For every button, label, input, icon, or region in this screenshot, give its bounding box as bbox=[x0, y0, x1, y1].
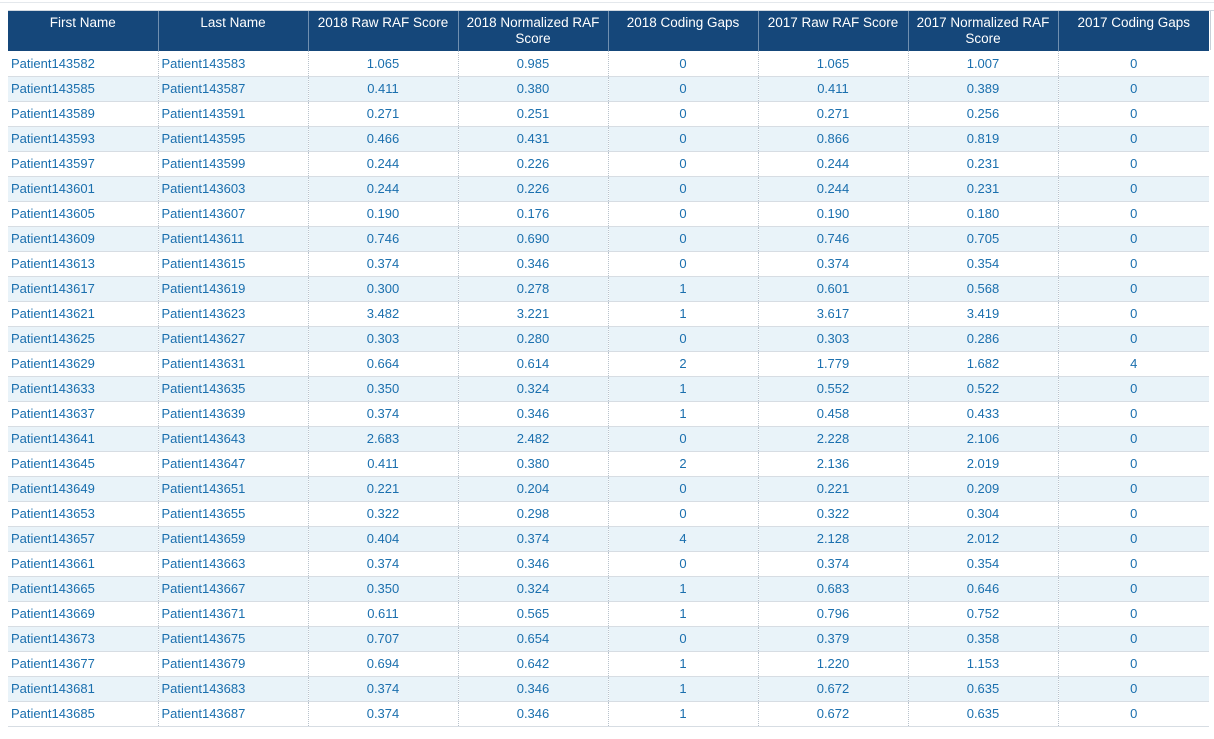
cell-first-name[interactable]: Patient143677 bbox=[8, 651, 158, 676]
table-row[interactable] bbox=[8, 101, 1209, 126]
cell-2017-raw-raf[interactable]: 0.374 bbox=[758, 251, 908, 276]
cell-first-name[interactable]: Patient143633 bbox=[8, 376, 158, 401]
cell-last-name[interactable]: Patient143623 bbox=[158, 301, 308, 326]
cell-2018-normalized-raf[interactable]: 0.374 bbox=[458, 526, 608, 551]
cell-first-name[interactable]: Patient143641 bbox=[8, 426, 158, 451]
cell-first-name[interactable]: Patient143673 bbox=[8, 626, 158, 651]
cell-last-name[interactable]: Patient143639 bbox=[158, 401, 308, 426]
cell-2017-coding-gaps[interactable]: 0 bbox=[1058, 76, 1209, 101]
cell-2017-raw-raf[interactable]: 0.552 bbox=[758, 376, 908, 401]
cell-2018-raw-raf[interactable]: 0.707 bbox=[308, 626, 458, 651]
cell-2018-raw-raf[interactable]: 0.411 bbox=[308, 451, 458, 476]
table-row[interactable] bbox=[8, 526, 1209, 551]
table-row[interactable] bbox=[8, 251, 1209, 276]
cell-2018-normalized-raf[interactable]: 0.278 bbox=[458, 276, 608, 301]
cell-2017-coding-gaps[interactable]: 0 bbox=[1058, 626, 1209, 651]
cell-2018-raw-raf[interactable]: 0.244 bbox=[308, 151, 458, 176]
cell-2017-raw-raf[interactable]: 0.322 bbox=[758, 501, 908, 526]
cell-2017-normalized-raf[interactable]: 0.568 bbox=[908, 276, 1058, 301]
table-row[interactable] bbox=[8, 676, 1209, 701]
cell-2017-normalized-raf[interactable]: 0.286 bbox=[908, 326, 1058, 351]
header-2017-normalized-raf[interactable]: 2017 Normalized RAF Score bbox=[908, 11, 1058, 51]
cell-2018-coding-gaps[interactable]: 2 bbox=[608, 451, 758, 476]
cell-2017-raw-raf[interactable]: 0.746 bbox=[758, 226, 908, 251]
cell-2017-coding-gaps[interactable]: 0 bbox=[1058, 476, 1209, 501]
cell-2017-raw-raf[interactable]: 0.244 bbox=[758, 151, 908, 176]
header-2017-raw-raf[interactable]: 2017 Raw RAF Score bbox=[758, 11, 908, 51]
cell-2018-normalized-raf[interactable]: 0.204 bbox=[458, 476, 608, 501]
cell-2017-raw-raf[interactable]: 1.220 bbox=[758, 651, 908, 676]
cell-2018-normalized-raf[interactable]: 0.380 bbox=[458, 451, 608, 476]
cell-2017-normalized-raf[interactable]: 1.153 bbox=[908, 651, 1058, 676]
cell-2017-raw-raf[interactable]: 3.617 bbox=[758, 301, 908, 326]
cell-2017-coding-gaps[interactable]: 0 bbox=[1058, 126, 1209, 151]
cell-2017-raw-raf[interactable]: 0.271 bbox=[758, 101, 908, 126]
cell-2018-coding-gaps[interactable]: 0 bbox=[608, 551, 758, 576]
cell-2017-coding-gaps[interactable]: 0 bbox=[1058, 101, 1209, 126]
cell-2017-raw-raf[interactable]: 2.136 bbox=[758, 451, 908, 476]
cell-2017-raw-raf[interactable]: 0.796 bbox=[758, 601, 908, 626]
cell-2018-coding-gaps[interactable]: 0 bbox=[608, 151, 758, 176]
cell-2018-coding-gaps[interactable]: 2 bbox=[608, 351, 758, 376]
cell-2018-coding-gaps[interactable]: 1 bbox=[608, 701, 758, 726]
cell-2017-raw-raf[interactable]: 0.221 bbox=[758, 476, 908, 501]
cell-2017-raw-raf[interactable]: 2.128 bbox=[758, 526, 908, 551]
cell-last-name[interactable]: Patient143583 bbox=[158, 51, 308, 76]
cell-2018-raw-raf[interactable]: 0.303 bbox=[308, 326, 458, 351]
cell-first-name[interactable]: Patient143609 bbox=[8, 226, 158, 251]
cell-2018-coding-gaps[interactable]: 0 bbox=[608, 476, 758, 501]
cell-2018-normalized-raf[interactable]: 0.280 bbox=[458, 326, 608, 351]
top-divider bbox=[0, 2, 1214, 3]
header-2017-coding-gaps[interactable]: 2017 Coding Gaps bbox=[1058, 11, 1209, 51]
cell-first-name[interactable]: Patient143621 bbox=[8, 301, 158, 326]
cell-2018-coding-gaps[interactable]: 0 bbox=[608, 226, 758, 251]
cell-2018-normalized-raf[interactable]: 0.226 bbox=[458, 151, 608, 176]
cell-2018-coding-gaps[interactable]: 1 bbox=[608, 651, 758, 676]
cell-last-name[interactable]: Patient143655 bbox=[158, 501, 308, 526]
header-first-name[interactable]: First Name bbox=[8, 11, 158, 51]
cell-first-name[interactable]: Patient143589 bbox=[8, 101, 158, 126]
cell-2018-coding-gaps[interactable]: 1 bbox=[608, 676, 758, 701]
cell-2017-normalized-raf[interactable]: 0.256 bbox=[908, 101, 1058, 126]
table-row[interactable] bbox=[8, 201, 1209, 226]
table-row[interactable] bbox=[8, 126, 1209, 151]
table-row[interactable] bbox=[8, 426, 1209, 451]
cell-2018-normalized-raf[interactable]: 0.346 bbox=[458, 551, 608, 576]
cell-2018-raw-raf[interactable]: 0.374 bbox=[308, 401, 458, 426]
cell-2017-normalized-raf[interactable]: 3.419 bbox=[908, 301, 1058, 326]
cell-2017-coding-gaps[interactable]: 0 bbox=[1058, 251, 1209, 276]
cell-2017-coding-gaps[interactable]: 0 bbox=[1058, 426, 1209, 451]
cell-2018-coding-gaps[interactable]: 0 bbox=[608, 501, 758, 526]
cell-2017-coding-gaps[interactable]: 0 bbox=[1058, 376, 1209, 401]
cell-2018-normalized-raf[interactable]: 0.346 bbox=[458, 701, 608, 726]
cell-first-name[interactable]: Patient143593 bbox=[8, 126, 158, 151]
cell-last-name[interactable]: Patient143679 bbox=[158, 651, 308, 676]
cell-last-name[interactable]: Patient143687 bbox=[158, 701, 308, 726]
cell-last-name[interactable]: Patient143663 bbox=[158, 551, 308, 576]
cell-2018-normalized-raf[interactable]: 0.176 bbox=[458, 201, 608, 226]
cell-2017-normalized-raf[interactable]: 1.682 bbox=[908, 351, 1058, 376]
cell-2018-coding-gaps[interactable]: 0 bbox=[608, 76, 758, 101]
cell-2017-coding-gaps[interactable]: 4 bbox=[1058, 351, 1209, 376]
cell-2017-normalized-raf[interactable]: 0.354 bbox=[908, 551, 1058, 576]
cell-2017-normalized-raf[interactable]: 0.209 bbox=[908, 476, 1058, 501]
header-row bbox=[8, 11, 1209, 51]
cell-2018-normalized-raf[interactable]: 2.482 bbox=[458, 426, 608, 451]
cell-2017-coding-gaps[interactable]: 0 bbox=[1058, 526, 1209, 551]
cell-2017-raw-raf[interactable]: 0.379 bbox=[758, 626, 908, 651]
cell-2018-normalized-raf[interactable]: 0.642 bbox=[458, 651, 608, 676]
cell-2017-raw-raf[interactable]: 0.374 bbox=[758, 551, 908, 576]
table-row[interactable] bbox=[8, 626, 1209, 651]
cell-first-name[interactable]: Patient143645 bbox=[8, 451, 158, 476]
table-header bbox=[8, 11, 1209, 51]
cell-last-name[interactable]: Patient143611 bbox=[158, 226, 308, 251]
header-2018-raw-raf[interactable]: 2018 Raw RAF Score bbox=[308, 11, 458, 51]
cell-2017-raw-raf[interactable]: 1.065 bbox=[758, 51, 908, 76]
cell-2018-coding-gaps[interactable]: 1 bbox=[608, 276, 758, 301]
cell-2017-normalized-raf[interactable]: 0.522 bbox=[908, 376, 1058, 401]
patient-raf-grid bbox=[8, 10, 1214, 737]
cell-2018-coding-gaps[interactable]: 0 bbox=[608, 326, 758, 351]
cell-2018-raw-raf[interactable]: 0.190 bbox=[308, 201, 458, 226]
cell-2018-normalized-raf[interactable]: 0.324 bbox=[458, 576, 608, 601]
cell-2018-raw-raf[interactable]: 1.065 bbox=[308, 51, 458, 76]
cell-2018-normalized-raf[interactable]: 0.565 bbox=[458, 601, 608, 626]
cell-2018-raw-raf[interactable]: 2.683 bbox=[308, 426, 458, 451]
cell-2018-normalized-raf[interactable]: 0.226 bbox=[458, 176, 608, 201]
cell-2018-raw-raf[interactable]: 0.322 bbox=[308, 501, 458, 526]
cell-2018-raw-raf[interactable]: 0.374 bbox=[308, 551, 458, 576]
cell-2017-normalized-raf[interactable]: 0.705 bbox=[908, 226, 1058, 251]
cell-2017-raw-raf[interactable]: 0.458 bbox=[758, 401, 908, 426]
cell-2017-normalized-raf[interactable]: 1.007 bbox=[908, 51, 1058, 76]
cell-2018-normalized-raf[interactable]: 0.690 bbox=[458, 226, 608, 251]
cell-last-name[interactable]: Patient143635 bbox=[158, 376, 308, 401]
cell-2018-normalized-raf[interactable]: 0.346 bbox=[458, 251, 608, 276]
cell-first-name[interactable]: Patient143625 bbox=[8, 326, 158, 351]
cell-2018-coding-gaps[interactable]: 0 bbox=[608, 176, 758, 201]
cell-2018-coding-gaps[interactable]: 0 bbox=[608, 426, 758, 451]
cell-2017-coding-gaps[interactable]: 0 bbox=[1058, 701, 1209, 726]
table-row[interactable] bbox=[8, 326, 1209, 351]
cell-2017-raw-raf[interactable]: 0.303 bbox=[758, 326, 908, 351]
cell-2017-raw-raf[interactable]: 0.683 bbox=[758, 576, 908, 601]
cell-2017-normalized-raf[interactable]: 0.180 bbox=[908, 201, 1058, 226]
table-row[interactable] bbox=[8, 301, 1209, 326]
cell-last-name[interactable]: Patient143615 bbox=[158, 251, 308, 276]
cell-last-name[interactable]: Patient143671 bbox=[158, 601, 308, 626]
cell-2017-raw-raf[interactable]: 0.411 bbox=[758, 76, 908, 101]
cell-2017-normalized-raf[interactable]: 0.646 bbox=[908, 576, 1058, 601]
cell-2018-coding-gaps[interactable]: 0 bbox=[608, 51, 758, 76]
cell-last-name[interactable]: Patient143595 bbox=[158, 126, 308, 151]
cell-2017-coding-gaps[interactable]: 0 bbox=[1058, 301, 1209, 326]
table-row[interactable] bbox=[8, 176, 1209, 201]
cell-last-name[interactable]: Patient143603 bbox=[158, 176, 308, 201]
cell-2018-coding-gaps[interactable]: 0 bbox=[608, 251, 758, 276]
cell-2017-normalized-raf[interactable]: 0.231 bbox=[908, 151, 1058, 176]
table-row[interactable] bbox=[8, 376, 1209, 401]
cell-last-name[interactable]: Patient143631 bbox=[158, 351, 308, 376]
cell-first-name[interactable]: Patient143597 bbox=[8, 151, 158, 176]
cell-2018-raw-raf[interactable]: 0.374 bbox=[308, 701, 458, 726]
cell-2018-normalized-raf[interactable]: 0.324 bbox=[458, 376, 608, 401]
cell-2018-raw-raf[interactable]: 0.664 bbox=[308, 351, 458, 376]
cell-first-name[interactable]: Patient143637 bbox=[8, 401, 158, 426]
cell-2018-normalized-raf[interactable]: 0.251 bbox=[458, 101, 608, 126]
cell-first-name[interactable]: Patient143661 bbox=[8, 551, 158, 576]
cell-last-name[interactable]: Patient143643 bbox=[158, 426, 308, 451]
cell-2017-raw-raf[interactable]: 1.779 bbox=[758, 351, 908, 376]
cell-last-name[interactable]: Patient143659 bbox=[158, 526, 308, 551]
cell-first-name[interactable]: Patient143665 bbox=[8, 576, 158, 601]
cell-2018-coding-gaps[interactable]: 0 bbox=[608, 626, 758, 651]
cell-2018-normalized-raf[interactable]: 0.654 bbox=[458, 626, 608, 651]
cell-2018-normalized-raf[interactable]: 0.346 bbox=[458, 676, 608, 701]
cell-2018-raw-raf[interactable]: 0.746 bbox=[308, 226, 458, 251]
cell-2018-coding-gaps[interactable]: 0 bbox=[608, 126, 758, 151]
cell-2017-coding-gaps[interactable]: 0 bbox=[1058, 551, 1209, 576]
cell-2018-coding-gaps[interactable]: 1 bbox=[608, 376, 758, 401]
cell-2018-raw-raf[interactable]: 0.244 bbox=[308, 176, 458, 201]
cell-2017-normalized-raf[interactable]: 0.433 bbox=[908, 401, 1058, 426]
cell-first-name[interactable]: Patient143605 bbox=[8, 201, 158, 226]
cell-2017-normalized-raf[interactable]: 0.635 bbox=[908, 676, 1058, 701]
table-row[interactable] bbox=[8, 351, 1209, 376]
table-row[interactable] bbox=[8, 76, 1209, 101]
cell-2018-raw-raf[interactable]: 0.300 bbox=[308, 276, 458, 301]
table-row[interactable] bbox=[8, 401, 1209, 426]
cell-2018-normalized-raf[interactable]: 0.614 bbox=[458, 351, 608, 376]
cell-2018-raw-raf[interactable]: 0.374 bbox=[308, 676, 458, 701]
cell-2018-coding-gaps[interactable]: 4 bbox=[608, 526, 758, 551]
header-2018-normalized-raf[interactable]: 2018 Normalized RAF Score bbox=[458, 11, 608, 51]
cell-2017-coding-gaps[interactable]: 0 bbox=[1058, 601, 1209, 626]
cell-2018-normalized-raf[interactable]: 3.221 bbox=[458, 301, 608, 326]
cell-last-name[interactable]: Patient143651 bbox=[158, 476, 308, 501]
cell-2018-raw-raf[interactable]: 0.350 bbox=[308, 376, 458, 401]
cell-2018-raw-raf[interactable]: 0.404 bbox=[308, 526, 458, 551]
cell-2017-coding-gaps[interactable]: 0 bbox=[1058, 326, 1209, 351]
cell-first-name[interactable]: Patient143681 bbox=[8, 676, 158, 701]
cell-2017-coding-gaps[interactable]: 0 bbox=[1058, 176, 1209, 201]
cell-first-name[interactable]: Patient143653 bbox=[8, 501, 158, 526]
cell-2017-normalized-raf[interactable]: 0.304 bbox=[908, 501, 1058, 526]
cell-2017-coding-gaps[interactable]: 0 bbox=[1058, 151, 1209, 176]
cell-2017-raw-raf[interactable]: 0.672 bbox=[758, 676, 908, 701]
cell-2018-raw-raf[interactable]: 0.271 bbox=[308, 101, 458, 126]
cell-2017-normalized-raf[interactable]: 2.012 bbox=[908, 526, 1058, 551]
cell-first-name[interactable]: Patient143617 bbox=[8, 276, 158, 301]
cell-2018-normalized-raf[interactable]: 0.431 bbox=[458, 126, 608, 151]
table-row[interactable] bbox=[8, 551, 1209, 576]
cell-last-name[interactable]: Patient143683 bbox=[158, 676, 308, 701]
cell-2017-normalized-raf[interactable]: 0.231 bbox=[908, 176, 1058, 201]
cell-first-name[interactable]: Patient143657 bbox=[8, 526, 158, 551]
cell-2018-raw-raf[interactable]: 0.221 bbox=[308, 476, 458, 501]
cell-2017-coding-gaps[interactable]: 0 bbox=[1058, 676, 1209, 701]
cell-2017-raw-raf[interactable]: 0.190 bbox=[758, 201, 908, 226]
cell-2017-coding-gaps[interactable]: 0 bbox=[1058, 226, 1209, 251]
cell-first-name[interactable]: Patient143613 bbox=[8, 251, 158, 276]
cell-last-name[interactable]: Patient143619 bbox=[158, 276, 308, 301]
cell-2017-raw-raf[interactable]: 2.228 bbox=[758, 426, 908, 451]
table-row[interactable] bbox=[8, 451, 1209, 476]
header-last-name[interactable]: Last Name bbox=[158, 11, 308, 51]
cell-first-name[interactable]: Patient143669 bbox=[8, 601, 158, 626]
cell-last-name[interactable]: Patient143667 bbox=[158, 576, 308, 601]
cell-2017-normalized-raf[interactable]: 0.752 bbox=[908, 601, 1058, 626]
raf-score-table bbox=[8, 11, 1209, 727]
cell-2017-coding-gaps[interactable]: 0 bbox=[1058, 576, 1209, 601]
cell-2018-raw-raf[interactable]: 3.482 bbox=[308, 301, 458, 326]
cell-2017-raw-raf[interactable]: 0.866 bbox=[758, 126, 908, 151]
table-body bbox=[8, 51, 1209, 726]
cell-2017-coding-gaps[interactable]: 0 bbox=[1058, 501, 1209, 526]
cell-first-name[interactable]: Patient143585 bbox=[8, 76, 158, 101]
cell-first-name[interactable]: Patient143649 bbox=[8, 476, 158, 501]
table-row[interactable] bbox=[8, 151, 1209, 176]
cell-first-name[interactable]: Patient143629 bbox=[8, 351, 158, 376]
cell-2017-normalized-raf[interactable]: 0.354 bbox=[908, 251, 1058, 276]
cell-2018-raw-raf[interactable]: 0.694 bbox=[308, 651, 458, 676]
table-row[interactable] bbox=[8, 276, 1209, 301]
table-row[interactable] bbox=[8, 476, 1209, 501]
cell-last-name[interactable]: Patient143587 bbox=[158, 76, 308, 101]
cell-2018-raw-raf[interactable]: 0.350 bbox=[308, 576, 458, 601]
cell-2017-raw-raf[interactable]: 0.601 bbox=[758, 276, 908, 301]
cell-first-name[interactable]: Patient143601 bbox=[8, 176, 158, 201]
table-row[interactable] bbox=[8, 501, 1209, 526]
cell-2017-coding-gaps[interactable]: 0 bbox=[1058, 201, 1209, 226]
cell-2018-coding-gaps[interactable]: 1 bbox=[608, 301, 758, 326]
cell-2017-coding-gaps[interactable]: 0 bbox=[1058, 276, 1209, 301]
cell-2017-normalized-raf[interactable]: 0.819 bbox=[908, 126, 1058, 151]
cell-2017-raw-raf[interactable]: 0.672 bbox=[758, 701, 908, 726]
cell-2018-raw-raf[interactable]: 0.411 bbox=[308, 76, 458, 101]
cell-last-name[interactable]: Patient143627 bbox=[158, 326, 308, 351]
cell-2017-normalized-raf[interactable]: 2.019 bbox=[908, 451, 1058, 476]
cell-first-name[interactable]: Patient143582 bbox=[8, 51, 158, 76]
cell-2018-normalized-raf[interactable]: 0.346 bbox=[458, 401, 608, 426]
cell-last-name[interactable]: Patient143675 bbox=[158, 626, 308, 651]
cell-last-name[interactable]: Patient143607 bbox=[158, 201, 308, 226]
cell-last-name[interactable]: Patient143591 bbox=[158, 101, 308, 126]
table-row[interactable] bbox=[8, 226, 1209, 251]
cell-2017-coding-gaps[interactable]: 0 bbox=[1058, 51, 1209, 76]
cell-2018-raw-raf[interactable]: 0.466 bbox=[308, 126, 458, 151]
cell-last-name[interactable]: Patient143647 bbox=[158, 451, 308, 476]
cell-2017-normalized-raf[interactable]: 2.106 bbox=[908, 426, 1058, 451]
cell-2017-normalized-raf[interactable]: 0.635 bbox=[908, 701, 1058, 726]
cell-2018-raw-raf[interactable]: 0.611 bbox=[308, 601, 458, 626]
cell-2017-normalized-raf[interactable]: 0.389 bbox=[908, 76, 1058, 101]
table-row[interactable] bbox=[8, 576, 1209, 601]
cell-2018-normalized-raf[interactable]: 0.985 bbox=[458, 51, 608, 76]
cell-2017-coding-gaps[interactable]: 0 bbox=[1058, 401, 1209, 426]
cell-2018-normalized-raf[interactable]: 0.298 bbox=[458, 501, 608, 526]
cell-last-name[interactable]: Patient143599 bbox=[158, 151, 308, 176]
cell-2018-raw-raf[interactable]: 0.374 bbox=[308, 251, 458, 276]
cell-2018-coding-gaps[interactable]: 0 bbox=[608, 101, 758, 126]
cell-2018-coding-gaps[interactable]: 1 bbox=[608, 576, 758, 601]
cell-2018-coding-gaps[interactable]: 0 bbox=[608, 201, 758, 226]
cell-2018-coding-gaps[interactable]: 1 bbox=[608, 401, 758, 426]
cell-2017-coding-gaps[interactable]: 0 bbox=[1058, 451, 1209, 476]
cell-2018-normalized-raf[interactable]: 0.380 bbox=[458, 76, 608, 101]
table-row[interactable] bbox=[8, 651, 1209, 676]
table-row[interactable] bbox=[8, 701, 1209, 726]
cell-2017-coding-gaps[interactable]: 0 bbox=[1058, 651, 1209, 676]
table-row[interactable] bbox=[8, 601, 1209, 626]
cell-first-name[interactable]: Patient143685 bbox=[8, 701, 158, 726]
cell-2018-coding-gaps[interactable]: 1 bbox=[608, 601, 758, 626]
table-row[interactable] bbox=[8, 51, 1209, 76]
cell-2017-raw-raf[interactable]: 0.244 bbox=[758, 176, 908, 201]
cell-2017-normalized-raf[interactable]: 0.358 bbox=[908, 626, 1058, 651]
header-2018-coding-gaps[interactable]: 2018 Coding Gaps bbox=[608, 11, 758, 51]
